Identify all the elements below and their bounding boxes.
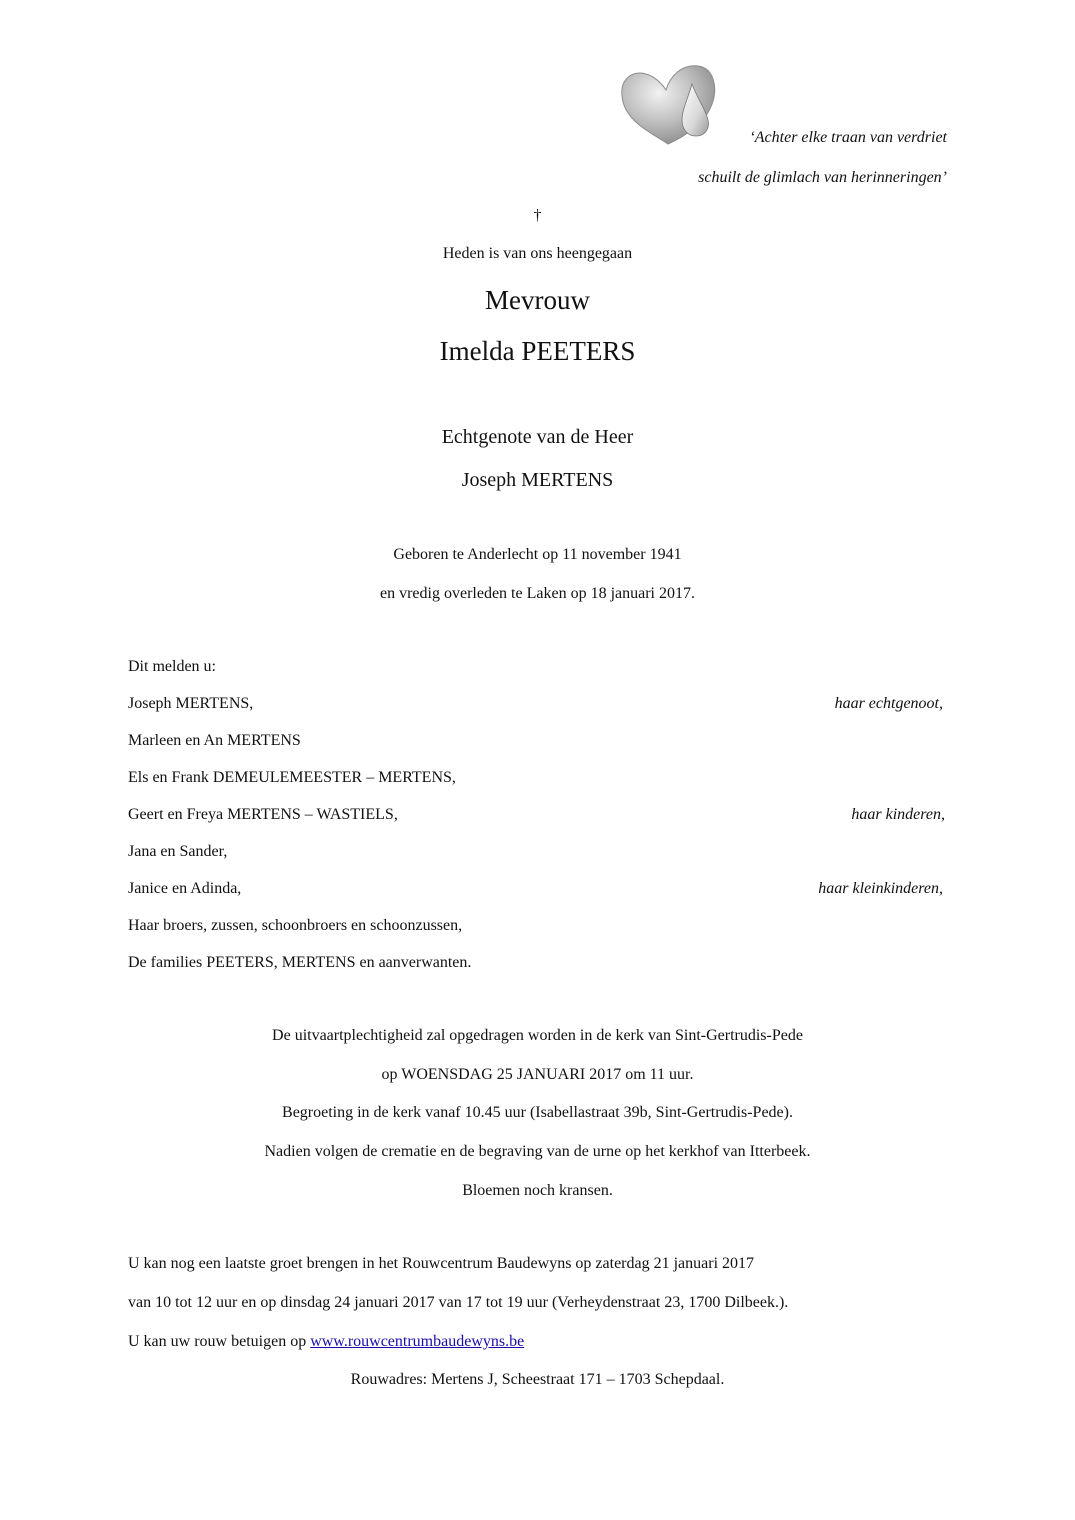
cross-symbol: † <box>533 207 542 224</box>
family-name-6: Janice en Adinda, <box>128 880 242 897</box>
visit-line-1: U kan nog een laatste groet brengen in het Rouwcentrum Baudewyns op zaterdag 21 januari 2017 <box>128 1255 755 1272</box>
deceased-name: Imelda PEETERS <box>439 336 636 366</box>
condolence-prefix: U kan uw rouw betuigen op <box>128 1333 311 1350</box>
ceremony-line-5: Bloemen noch kransen. <box>462 1182 613 1199</box>
quote-line-2: schuilt de glimlach van herinneringen’ <box>698 169 947 186</box>
mourning-address: Rouwadres: Mertens J, Scheestraat 171 – 1703 Schepdaal. <box>350 1371 725 1388</box>
ceremony-line-1: De uitvaartplechtigheid zal opgedragen worden in de kerk van Sint-Gertrudis-Pede <box>272 1027 803 1044</box>
spouse-intro: Echtgenote van de Heer <box>441 426 634 448</box>
condolence-website-link[interactable]: www.rouwcentrumbaudewyns.be <box>310 1333 525 1350</box>
ceremony-line-4: Nadien volgen de crematie en de begraving van de urne op het kerkhof van Itterbeek. <box>264 1143 811 1160</box>
family-name-4: Geert en Freya MERTENS – WASTIELS, <box>128 806 398 823</box>
ceremony-line-2: op WOENSDAG 25 JANUARI 2017 om 11 uur. <box>381 1066 694 1083</box>
family-name-3: Els en Frank DEMEULEMEESTER – MERTENS, <box>128 769 456 786</box>
ceremony-line-3: Begroeting in de kerk vanaf 10.45 uur (Isabellastraat 39b, Sint-Gertrudis-Pede). <box>282 1104 793 1121</box>
family-role-spouse: haar echtgenoot, <box>834 695 943 712</box>
birth-line: Geboren te Anderlecht op 11 november 1941 <box>393 546 682 563</box>
spouse-name: Joseph MERTENS <box>461 469 614 491</box>
family-role-grandchildren: haar kleinkinderen, <box>818 880 943 897</box>
family-name-7: Haar broers, zussen, schoonbroers en schoonzussen, <box>128 917 463 934</box>
family-name-5: Jana en Sander, <box>128 843 228 860</box>
family-name-1: Joseph MERTENS, <box>128 695 254 712</box>
family-role-children: haar kinderen, <box>851 806 945 823</box>
visit-line-2: van 10 tot 12 uur en op dinsdag 24 januari 2017 van 17 tot 19 uur (Verheydenstraat 23, 1700 Dilbeek.). <box>128 1294 789 1311</box>
family-name-2: Marleen en An MERTENS <box>128 732 301 749</box>
quote-line-1: ‘Achter elke traan van verdriet <box>749 129 947 146</box>
family-name-8: De families PEETERS, MERTENS en aanverwanten. <box>128 954 472 971</box>
deceased-title: Mevrouw <box>485 285 590 315</box>
announcement: Heden is van ons heengegaan <box>442 245 633 262</box>
death-line: en vredig overleden te Laken op 18 januari 2017. <box>380 585 695 602</box>
condolence-line <box>128 1332 524 1352</box>
family-intro: Dit melden u: <box>128 658 216 675</box>
